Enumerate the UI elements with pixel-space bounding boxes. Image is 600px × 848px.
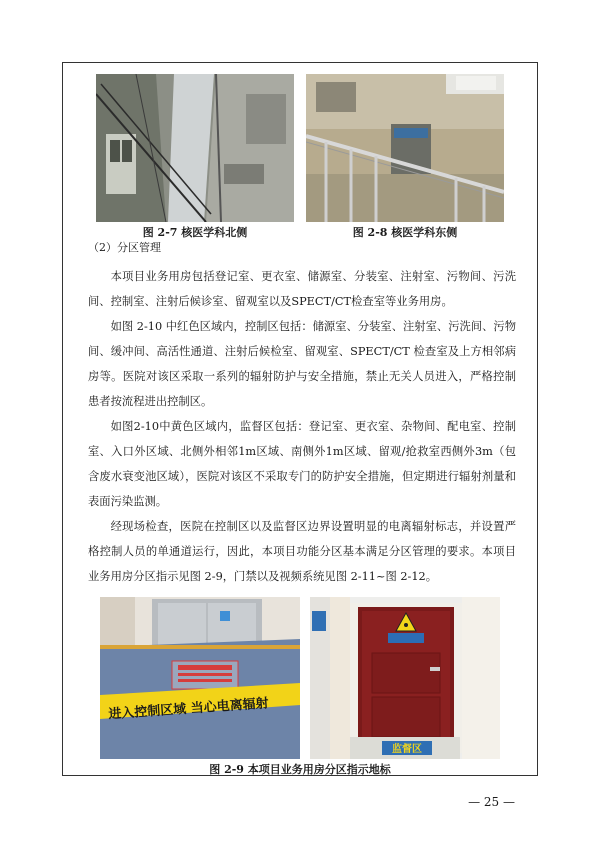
page-number [0, 795, 600, 809]
page-number-text: — 25 — [468, 795, 515, 809]
paragraph-control-zone: 如图 2-10 中红色区域内，控制区包括：储源室、分装室、注射室、污洗间、污物间、缓冲间、高活性通道、注射后候检室、留观室、SPECT/CT 检查室及上方相邻病房等。医院对该区采取一系列的辐射防护与安全措施，禁止无关人员进入，严格控制患者按流程进出控制区。 [88, 320, 516, 408]
figure-2-9-caption: 图 2-9 本项目业务用房分区指示地标 [209, 763, 391, 776]
photo-door-sign [310, 597, 500, 759]
photo-east-side [306, 74, 504, 222]
subheading-zone-management: （2）分区管理 [88, 241, 161, 254]
paragraph-inspection: 经现场检查，医院在控制区以及监督区边界设置明显的电离辐射标志，并设置严格控制人员的单通道运行，因此，本项目功能分区基本满足分区管理的要求。本项目业务用房分区指示见图 2-9，门禁以及视频系统见图 2-11~图 2-12。 [88, 520, 516, 583]
paragraph-rooms: 本项目业务用房包括登记室、更衣室、储源室、分装室、注射室、污物间、污洗间、控制室、注射后候诊室、留观室以及SPECT/CT检查室等业务用房。 [88, 270, 516, 308]
floor-sign-text: 进入控制区域 当心电离辐射 [107, 696, 270, 723]
figure-2-8-caption: 图 2-8 核医学科东侧 [352, 226, 458, 239]
photo-floor-sign [100, 597, 300, 759]
paragraph-supervised-zone: 如图2-10中黄色区域内，监督区包括：登记室、更衣室、杂物间、配电室、控制室、入口外区域、北侧外相邻1m区域、南侧外1m区域、留观/抢救室西侧外3m（包含废水衰变池区域），医院对该区不采取专门的防护安全措施，但定期进行辐射剂量和表面污染监测。 [88, 420, 516, 508]
figure-2-7-caption: 图 2-7 核医学科北侧 [142, 226, 248, 239]
photo-north-side [96, 74, 294, 222]
door-sign-text: 监督区 [392, 744, 422, 755]
